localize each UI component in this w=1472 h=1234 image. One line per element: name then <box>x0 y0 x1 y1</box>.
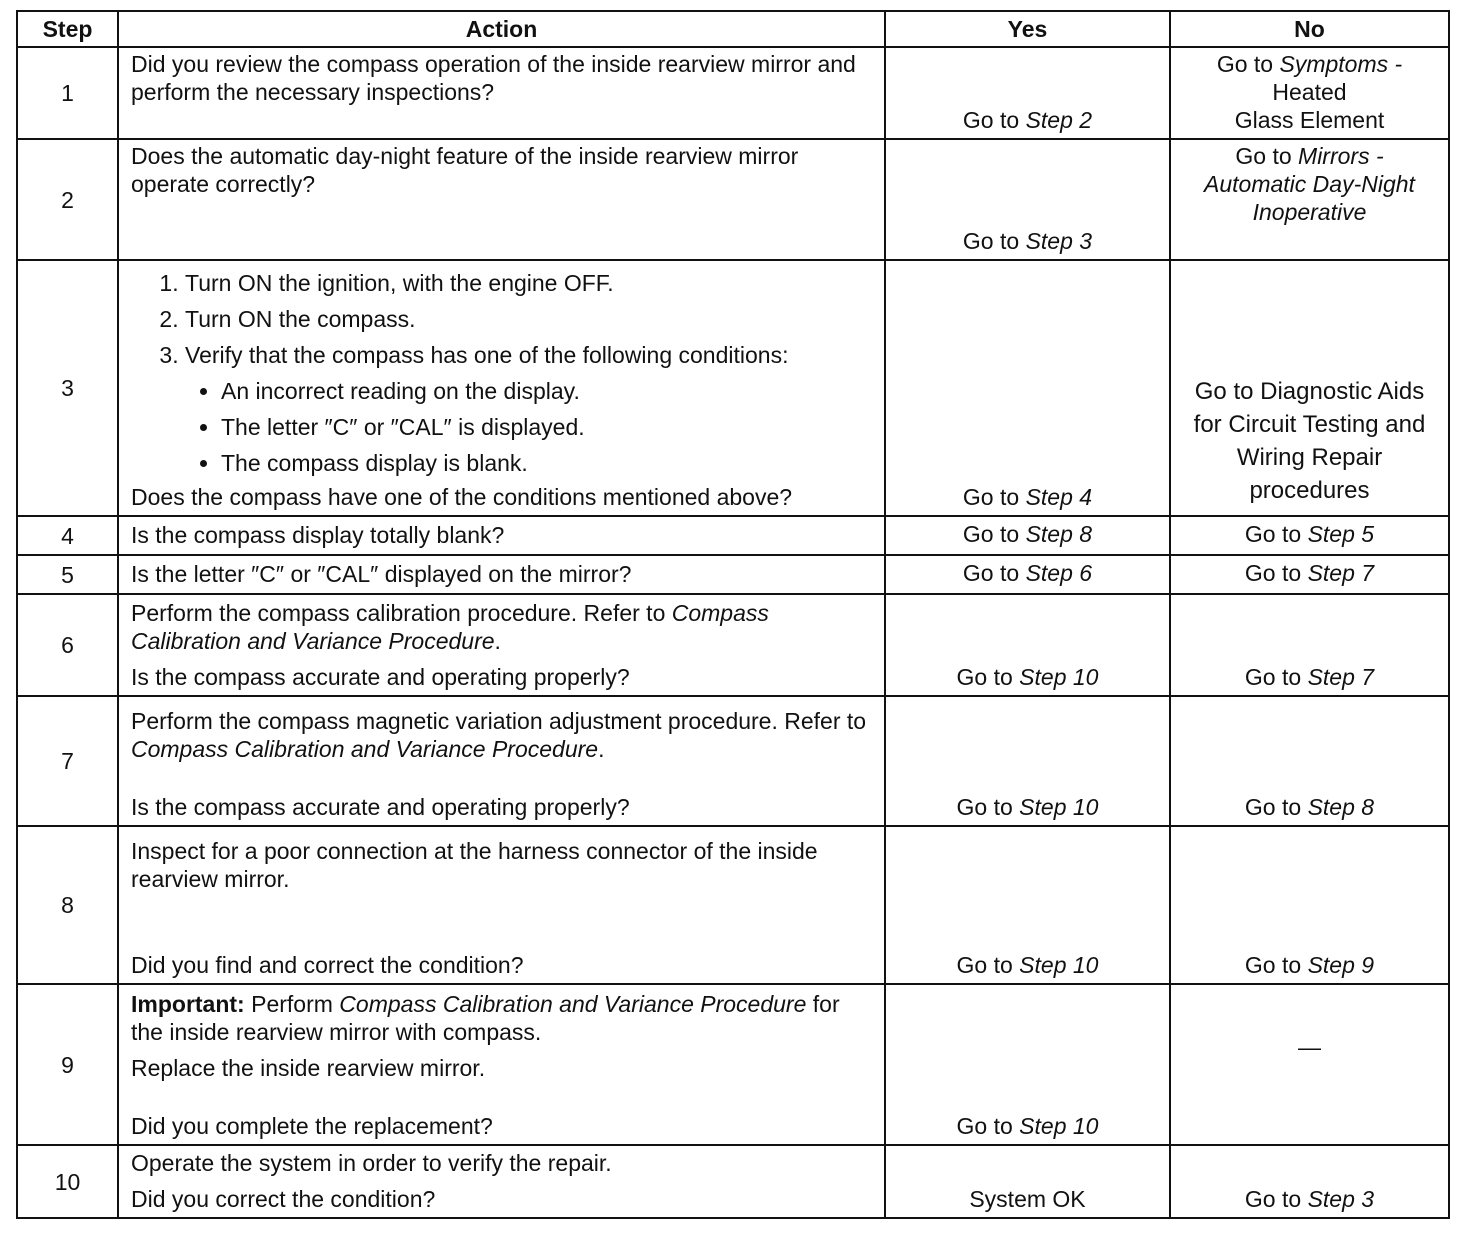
bullet-item: • The compass display is blank. <box>221 445 874 481</box>
step-number: 7 <box>17 696 118 826</box>
no-step-link: Step 9 <box>1307 952 1375 978</box>
no-link: Symptoms - <box>1279 51 1403 77</box>
no-text-line2: Heated <box>1272 79 1347 105</box>
no-cell <box>1170 826 1449 984</box>
action-cell <box>118 696 885 826</box>
yes-step-link: Step 10 <box>1019 1113 1099 1139</box>
yes-step-link: Step 6 <box>1025 559 1093 586</box>
procedure-reference: Compass Calibration and Variance Procedure <box>339 991 807 1017</box>
list-item: 2. Turn ON the compass. <box>185 301 874 337</box>
step-number: 6 <box>17 594 118 696</box>
yes-prefix: Go to <box>962 107 1026 133</box>
action-cell <box>118 260 885 516</box>
action-text: Operate the system in order to verify the repair. <box>131 1150 612 1176</box>
important-label: Important: <box>131 991 245 1017</box>
no-prefix: Go to <box>1235 143 1299 169</box>
action-question: Is the compass accurate and operating properly? <box>131 794 630 820</box>
yes-cell <box>885 696 1170 826</box>
yes-prefix: Go to <box>956 794 1020 820</box>
step-number: 2 <box>17 139 118 260</box>
step-number: 3 <box>17 260 118 516</box>
action-text-part: . <box>494 628 501 654</box>
no-dash: — <box>1298 1033 1321 1060</box>
header-yes: Yes <box>885 11 1170 47</box>
action-cell <box>118 984 885 1145</box>
action-cell <box>118 139 885 260</box>
table-row <box>17 826 1449 984</box>
yes-cell <box>885 826 1170 984</box>
yes-step-link: Step 10 <box>1019 664 1099 690</box>
action-steps-list <box>131 265 874 481</box>
yes-cell <box>885 594 1170 696</box>
yes-cell <box>885 516 1170 555</box>
table-row <box>17 1145 1449 1218</box>
no-step-link: Step 3 <box>1307 1186 1375 1212</box>
no-cell <box>1170 47 1449 139</box>
header-step: Step <box>17 11 118 47</box>
action-question: Is the compass accurate and operating properly? <box>131 664 630 690</box>
action-text <box>131 707 874 763</box>
yes-text: System OK <box>969 1186 1086 1212</box>
step-number: 10 <box>17 1145 118 1218</box>
action-cell <box>118 594 885 696</box>
table-row <box>17 139 1449 260</box>
important-note <box>131 990 874 1046</box>
action-text: Is the compass display totally blank? <box>131 521 505 548</box>
action-cell <box>118 555 885 594</box>
no-cell <box>1170 696 1449 826</box>
no-prefix: Go to <box>1244 952 1308 978</box>
no-text-line3: Glass Element <box>1234 107 1385 133</box>
action-cell <box>118 47 885 139</box>
yes-step-link: Step 10 <box>1019 794 1099 820</box>
action-question: Did you find and correct the condition? <box>131 952 524 978</box>
no-prefix: Go to <box>1244 664 1308 690</box>
no-prefix: Go to <box>1244 794 1308 820</box>
action-question: Does the compass have one of the conditions mentioned above? <box>131 484 793 510</box>
yes-step-link: Step 3 <box>1025 228 1093 254</box>
no-cell <box>1170 555 1449 594</box>
step-number: 1 <box>17 47 118 139</box>
yes-prefix: Go to <box>956 664 1020 690</box>
yes-prefix: Go to <box>962 484 1026 510</box>
yes-cell <box>885 984 1170 1145</box>
yes-step-link: Step 8 <box>1025 520 1093 547</box>
no-link-line2: Automatic Day-Night <box>1204 171 1415 197</box>
bullet-item: • An incorrect reading on the display. <box>221 373 874 409</box>
list-item-text: Verify that the compass has one of the following conditions: <box>185 342 789 368</box>
table-row <box>17 984 1449 1145</box>
list-item: 1. Turn ON the ignition, with the engine OFF. <box>185 265 874 301</box>
action-cell <box>118 826 885 984</box>
no-cell <box>1170 139 1449 260</box>
action-text: Is the letter ″C″ or ″CAL″ displayed on the mirror? <box>131 560 632 587</box>
no-prefix: Go to <box>1244 520 1308 547</box>
yes-prefix: Go to <box>962 559 1026 586</box>
table-row <box>17 696 1449 826</box>
action-question: Did you correct the condition? <box>131 1186 436 1212</box>
table-row <box>17 516 1449 555</box>
no-link-line3: Inoperative <box>1252 199 1367 225</box>
table-row <box>17 555 1449 594</box>
yes-cell <box>885 555 1170 594</box>
yes-cell <box>885 260 1170 516</box>
yes-step-link: Step 10 <box>1019 952 1099 978</box>
step-number: 8 <box>17 826 118 984</box>
yes-step-link: Step 2 <box>1025 107 1093 133</box>
procedure-reference: Compass Calibration and Variance Procedure <box>131 736 599 762</box>
no-step-link: Step 7 <box>1307 664 1375 690</box>
table-row <box>17 47 1449 139</box>
yes-step-link: Step 4 <box>1025 484 1093 510</box>
step-number: 9 <box>17 984 118 1145</box>
no-prefix: Go to <box>1216 51 1280 77</box>
action-cell <box>118 516 885 555</box>
action-question: Did you complete the replacement? <box>131 1113 493 1139</box>
yes-prefix: Go to <box>962 520 1026 547</box>
action-text: Inspect for a poor connection at the harness connector of the inside rearview mirror. <box>131 838 818 892</box>
table-row <box>17 260 1449 516</box>
header-row <box>17 11 1449 47</box>
action-text-part: Perform the compass magnetic variation adjustment procedure. Refer to <box>131 708 867 734</box>
no-cell <box>1170 260 1449 516</box>
important-text-part: for the inside rearview mirror with compass. <box>131 991 840 1045</box>
yes-cell <box>885 1145 1170 1218</box>
no-step-link: Step 8 <box>1307 794 1375 820</box>
list-item <box>185 337 874 481</box>
header-no: No <box>1170 11 1449 47</box>
procedure-reference: Compass Calibration and Variance Procedure <box>131 600 769 654</box>
step-number: 5 <box>17 555 118 594</box>
action-text <box>131 599 874 655</box>
action-cell <box>118 1145 885 1218</box>
no-prefix: Go to <box>1244 559 1308 586</box>
action-text: Did you review the compass operation of the inside rearview mirror and perform the necessary inspections? <box>131 51 856 105</box>
step-number: 4 <box>17 516 118 555</box>
important-text-part: Perform <box>244 991 340 1017</box>
no-cell <box>1170 516 1449 555</box>
action-text: Replace the inside rearview mirror. <box>131 1055 486 1081</box>
yes-prefix: Go to <box>956 1113 1020 1139</box>
header-action: Action <box>118 11 885 47</box>
no-text: Go to Diagnostic Aids for Circuit Testing and Wiring Repair procedures <box>1193 378 1426 504</box>
no-cell <box>1170 984 1449 1145</box>
no-cell <box>1170 1145 1449 1218</box>
no-prefix: Go to <box>1244 1186 1308 1212</box>
yes-cell <box>885 139 1170 260</box>
condition-list <box>185 373 874 481</box>
diagnostic-table <box>16 10 1450 1219</box>
yes-cell <box>885 47 1170 139</box>
no-cell <box>1170 594 1449 696</box>
no-link: Mirrors - <box>1298 143 1384 169</box>
bullet-item: • The letter ″C″ or ″CAL″ is displayed. <box>221 409 874 445</box>
action-text-part: Perform the compass calibration procedure. Refer to <box>131 600 672 626</box>
table-row <box>17 594 1449 696</box>
action-text: Does the automatic day-night feature of the inside rearview mirror operate correctly? <box>131 143 799 197</box>
no-step-link: Step 5 <box>1307 520 1375 547</box>
no-step-link: Step 7 <box>1307 559 1375 586</box>
yes-prefix: Go to <box>956 952 1020 978</box>
yes-prefix: Go to <box>962 228 1026 254</box>
action-text-part: . <box>598 736 605 762</box>
